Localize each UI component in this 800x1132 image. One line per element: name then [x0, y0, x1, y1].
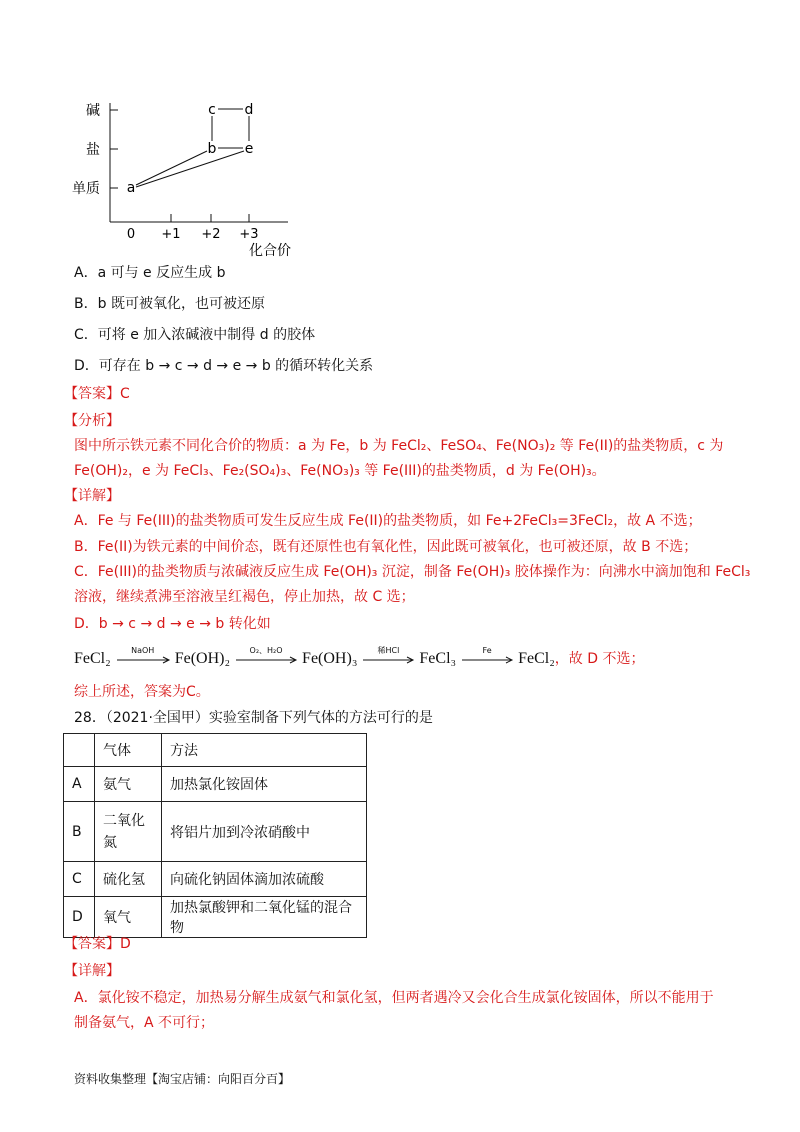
detail-a-27: A．Fe 与 Fe(III)的盐类物质可发生反应生成 Fe(II)的盐类物质，如 Fe+2FeCl₃=3FeCl₂，故 A 不选； — [74, 513, 702, 529]
table-cell: 加热氯化铵固体 — [162, 767, 367, 802]
detail-tag-28: 【详解】 — [64, 963, 120, 979]
table-cell: 加热氯酸钾和二氧化锰的混合物 — [162, 897, 367, 938]
analysis-line-2: Fe(OH)₂，e 为 FeCl₃、Fe₂(SO₄)₃、Fe(NO₃)₃ 等 Fe(III)的盐类物质，d 为 Fe(OH)₃。 — [74, 463, 606, 479]
table-cell: 氧气 — [95, 897, 162, 938]
x-label-0: 0 — [126, 227, 136, 242]
x-axis-title: 化合价 — [249, 243, 291, 259]
summary-27: 综上所述，答案为C。 — [74, 684, 210, 700]
species-3: Fe(OH)₃ — [302, 650, 358, 667]
table-cell: 硫化氢 — [95, 862, 162, 897]
point-e: e — [244, 141, 254, 157]
analysis-line-1: 图中所示铁元素不同化合价的物质：a 为 Fe，b 为 FeCl₂、FeSO₄、Fe(NO₃)₂ 等 Fe(II)的盐类物质，c 为 — [74, 438, 724, 454]
arrow-3: 稀HCl — [361, 648, 415, 670]
y-label-element: 单质 — [72, 181, 100, 197]
table-header-cell — [64, 734, 95, 767]
detail-a-28-line2: 制备氨气，A 不可行； — [74, 1015, 215, 1031]
table-row — [64, 862, 367, 897]
table-cell: A — [64, 767, 95, 802]
arrow-4: Fe — [460, 648, 514, 670]
table-row — [64, 767, 367, 802]
option-a: A．a 可与 e 反应生成 b — [74, 265, 226, 281]
point-b: b — [207, 141, 217, 157]
equation-tail: ，故 D 不选； — [554, 651, 645, 667]
table-header-cell: 气体 — [95, 734, 162, 767]
answer-28: 【答案】D — [64, 936, 131, 952]
detail-c-27-line2: 溶液，继续煮沸至溶液呈红褐色，停止加热，故 C 选； — [74, 589, 415, 605]
arrow-1: NaOH — [115, 648, 171, 670]
table-row — [64, 897, 367, 938]
table-cell: 二氧化 氮 — [95, 802, 162, 862]
table-cell: B — [64, 802, 95, 862]
page-footer: 资料收集整理【淘宝店铺：向阳百分百】 — [74, 1072, 291, 1086]
detail-d-27: D．b → c → d → e → b 转化如 — [74, 616, 271, 632]
point-a: a — [126, 180, 136, 196]
table-cell: D — [64, 897, 95, 938]
species-4: FeCl₃ — [419, 650, 457, 667]
table-header-cell: 方法 — [162, 734, 367, 767]
table-header-row — [64, 734, 367, 767]
x-label-3: +3 — [239, 227, 259, 242]
question-28-stem: 28．（2021·全国甲）实验室制备下列气体的方法可行的是 — [74, 710, 433, 726]
detail-c-27-line1: C．Fe(III)的盐类物质与浓碱液反应生成 Fe(OH)₃ 沉淀，制备 Fe(OH)₃ 胶体操作为：向沸水中滴加饱和 FeCl₃ — [74, 564, 751, 580]
table-cell: 将铝片加到冷浓硝酸中 — [162, 802, 367, 862]
y-label-salt: 盐 — [86, 142, 100, 158]
analysis-tag: 【分析】 — [64, 413, 120, 429]
species-5: FeCl₂ — [518, 650, 555, 667]
arrow-2: O₂、H₂O — [234, 648, 298, 670]
point-c: c — [208, 102, 216, 118]
x-label-2: +2 — [201, 227, 221, 242]
point-d: d — [244, 102, 254, 118]
answer-27: 【答案】C — [64, 386, 130, 402]
species-2: Fe(OH)₂ — [174, 650, 231, 667]
conversion-equation — [74, 646, 644, 672]
table-cell: C — [64, 862, 95, 897]
x-label-1: +1 — [161, 227, 181, 242]
species-1: FeCl₂ — [74, 650, 111, 667]
gas-method-table — [63, 733, 367, 938]
option-b: B．b 既可被氧化，也可被还原 — [74, 296, 265, 312]
option-c: C．可将 e 加入浓碱液中制得 d 的胶体 — [74, 327, 316, 343]
table-cell: 氨气 — [95, 767, 162, 802]
iron-valence-diagram — [70, 95, 310, 260]
detail-a-28-line1: A．氯化铵不稳定，加热易分解生成氨气和氯化氢，但两者遇冷又会化合生成氯化铵固体，所以不能用于 — [74, 990, 714, 1006]
detail-b-27: B．Fe(II)为铁元素的中间价态，既有还原性也有氧化性，因此既可被氧化，也可被还原，故 B 不选； — [74, 539, 698, 555]
detail-tag-27: 【详解】 — [64, 488, 120, 504]
option-d: D．可存在 b → c → d → e → b 的循环转化关系 — [74, 358, 374, 374]
y-label-base: 碱 — [86, 103, 100, 119]
table-row — [64, 802, 367, 862]
table-cell: 向硫化钠固体滴加浓硫酸 — [162, 862, 367, 897]
